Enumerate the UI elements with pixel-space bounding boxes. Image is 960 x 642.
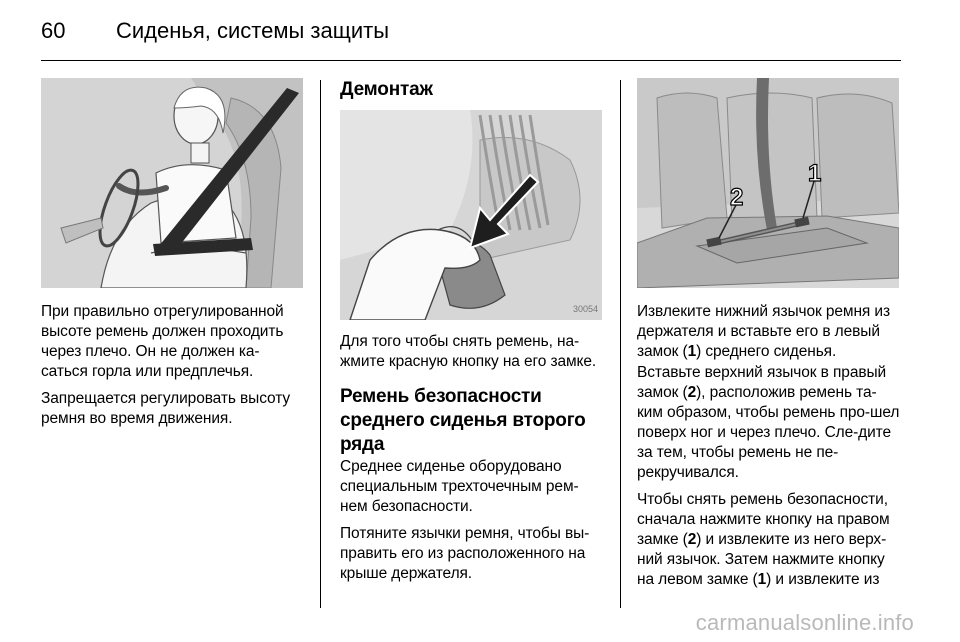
paragraph: Вставьте верхний язычок в правый замок (2), расположив ремень та-ким образом, чтобы ремень про-шел поверх ног и через плечо. Сле-дите за тем, чтобы ремень не пе-рекручивался. (637, 364, 900, 481)
figure-id: 30054 (572, 304, 598, 314)
header-rule (41, 60, 901, 61)
ref-number: 1 (757, 571, 767, 588)
page-number: 60 (41, 18, 66, 43)
page-title: Сиденья, системы защиты (116, 18, 390, 43)
illustration-rear-seat-belt (637, 78, 899, 288)
paragraph: Извлеките нижний язычок ремня из держателя и вставьте его в левый замок (1) среднего сиденья. (637, 303, 890, 360)
callout-1: 1 (808, 160, 822, 187)
paragraph: Для того чтобы снять ремень, на-жмите красную кнопку на его замке. (340, 333, 597, 370)
page-header (41, 16, 389, 46)
column-divider-1 (320, 80, 321, 608)
column-3 (637, 78, 901, 597)
illustration-buckle-release (340, 110, 602, 320)
paragraph: Потяните язычки ремня, чтобы вы-править его из расположенного на крыше держателя. (340, 525, 590, 582)
column-divider-2 (620, 80, 621, 608)
ref-number: 1 (687, 343, 697, 360)
watermark: carmanualsonline.info (695, 610, 914, 635)
column-1 (41, 78, 303, 436)
ref-number: 2 (687, 384, 697, 401)
ref-number: 2 (687, 531, 697, 548)
paragraph: При правильно отрегулированной высоте ремень должен проходить через плечо. Он не должен ка-саться горла или предплечья. (41, 303, 284, 380)
paragraph: Запрещается регулировать высоту ремня во время движения. (41, 390, 291, 427)
illustration-seatbelt-driver (41, 78, 303, 288)
section-heading: Демонтаж (340, 79, 433, 100)
paragraph: Среднее сиденье оборудовано специальным трехточечным рем-нем безопасности. (340, 458, 579, 515)
paragraph: Чтобы снять ремень безопасности, сначала нажмите кнопку на правом замке (2) и извлеките из него верх-ний язычок. Затем нажмите кнопку на левом замке (1) и извлеките из (637, 491, 890, 588)
callout-2: 2 (730, 184, 744, 211)
section-heading: Ремень безопасности среднего сиденья второго ряда (340, 386, 586, 455)
column-2 (340, 78, 602, 591)
